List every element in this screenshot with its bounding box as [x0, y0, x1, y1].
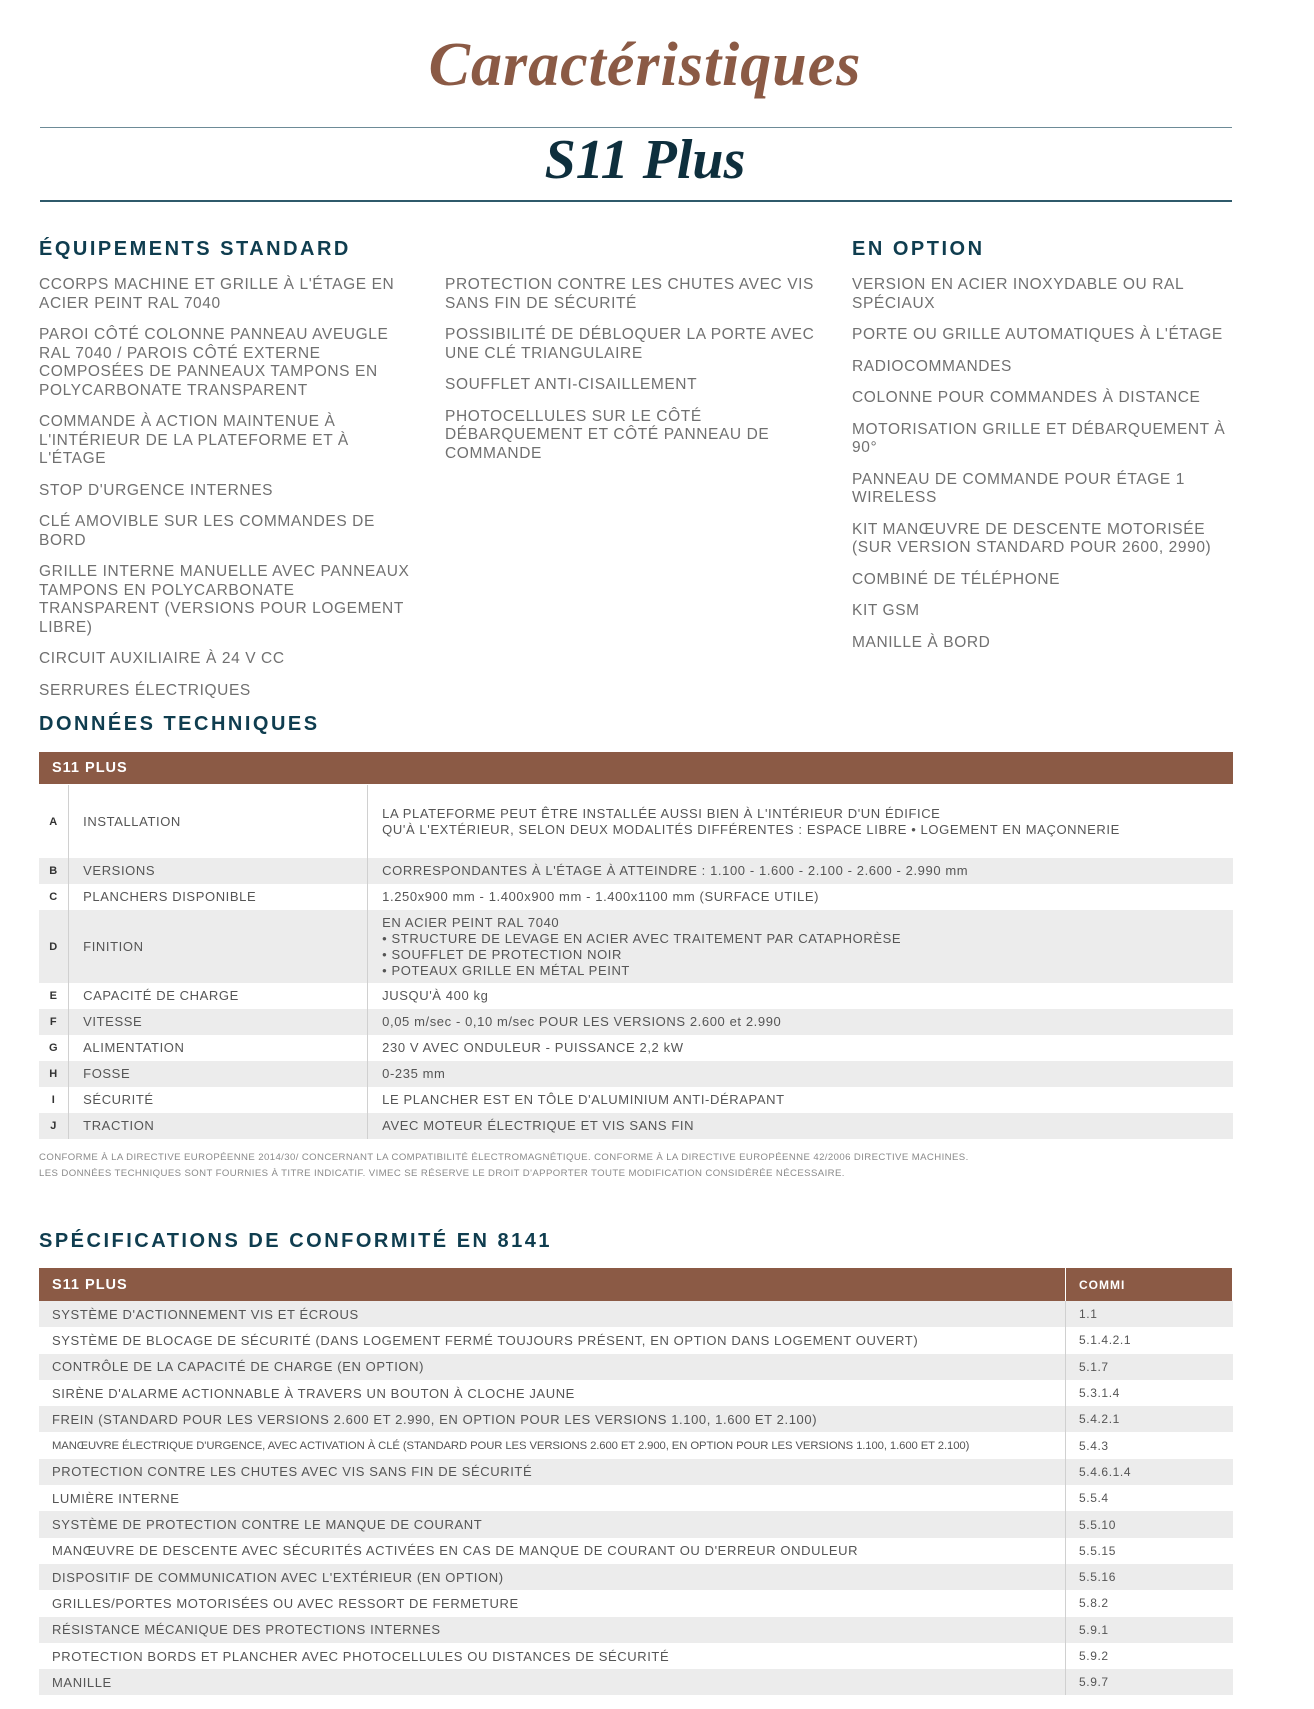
- row-label: ALIMENTATION: [69, 1035, 368, 1061]
- row-label: CAPACITÉ DE CHARGE: [69, 983, 368, 1009]
- row-letter: J: [39, 1113, 69, 1139]
- table-row: [39, 1061, 1233, 1087]
- list-item: PHOTOCELLULES SUR LE CÔTÉ DÉBARQUEMENT ET CÔTÉ PANNEAU DE COMMANDE: [445, 407, 770, 462]
- spec-ref: 5.9.7: [1066, 1669, 1233, 1695]
- list-item: SERRURES ÉLECTRIQUES: [39, 681, 251, 699]
- column-header: S11 PLUS: [39, 1268, 1066, 1301]
- spec-text: RÉSISTANCE MÉCANIQUE DES PROTECTIONS INTERNES: [39, 1617, 1066, 1643]
- spec-ref: 5.5.4: [1079, 1491, 1109, 1506]
- spec-text: GRILLES/PORTES MOTORISÉES OU AVEC RESSORT DE FERMETURE: [39, 1590, 1066, 1616]
- spec-text: CONTRÔLE DE LA CAPACITÉ DE CHARGE (EN OPTION): [39, 1354, 1066, 1380]
- spec-ref: 5.5.16: [1066, 1564, 1233, 1590]
- list-item: COLONNE POUR COMMANDES À DISTANCE: [852, 389, 1201, 406]
- table-row: [39, 1617, 1233, 1643]
- list-item: CCORPS MACHINE ET GRILLE À L'ÉTAGE EN ACIER PEINT RAL 7040: [39, 276, 395, 312]
- row-value: 1.250x900 mm - 1.400x900 mm - 1.400x1100 mm (SURFACE UTILE): [382, 889, 820, 904]
- page-title: Caractéristiques: [428, 31, 862, 99]
- table-row: [39, 1538, 1233, 1564]
- row-letter: B: [39, 858, 69, 884]
- list-item: STOP D'URGENCE INTERNES: [39, 481, 274, 499]
- table-row: [39, 1380, 1233, 1406]
- row-label: FINITION: [69, 910, 368, 983]
- row-value: LA PLATEFORME PEUT ÊTRE INSTALLÉE AUSSI BIEN À L'INTÉRIEUR D'UN ÉDIFICE QU'À L'EXTÉRIEUR, SELON DEUX MODALITÉS DIFFÉRENTES : ESPACE LIBRE • LOGEMENT EN MAÇONNERIE: [382, 805, 1120, 837]
- row-letter: F: [39, 1009, 69, 1035]
- table-row: [39, 1087, 1233, 1113]
- list-item: KIT GSM: [852, 602, 920, 619]
- spec-text: MANŒUVRE ÉLECTRIQUE D'URGENCE, AVEC ACTIVATION À CLÉ (STANDARD POUR LES VERSIONS 2.600 ET 2.900, EN OPTION POUR LES VERSIONS 1.100, 1.600 ET 2.100): [39, 1432, 1066, 1458]
- footnote-line: LES DONNÉES TECHNIQUES SONT FOURNIES À TITRE INDICATIF. VIMEC SE RÉSERVE LE DROIT D'APPORTER TOUTE MODIFICATION CONSIDÉRÉE NÉCESSAIRE.: [39, 1168, 845, 1179]
- spec-ref: 5.8.2: [1079, 1596, 1109, 1611]
- standard-column-1: [39, 276, 419, 713]
- spec-ref: 5.9.2: [1079, 1649, 1109, 1663]
- model-title: S11 Plus: [544, 129, 746, 191]
- table-row: [39, 1590, 1233, 1616]
- table-header-row: [39, 1268, 1233, 1301]
- table-row: [39, 884, 1233, 910]
- conformity-heading: SPÉCIFICATIONS DE CONFORMITÉ EN 8141: [39, 1230, 553, 1252]
- footnote: [39, 1150, 1239, 1182]
- row-label: TRACTION: [69, 1113, 368, 1139]
- list-item: PORTE OU GRILLE AUTOMATIQUES À L'ÉTAGE: [852, 326, 1223, 343]
- row-value: 0-235 mm: [368, 1061, 1233, 1087]
- standard-heading: ÉQUIPEMENTS STANDARD: [39, 238, 351, 260]
- table-row: [39, 1113, 1233, 1139]
- row-label: PLANCHERS DISPONIBLE: [69, 884, 368, 910]
- divider: [40, 200, 1232, 202]
- list-item: POSSIBILITÉ DE DÉBLOQUER LA PORTE AVEC UNE CLÉ TRIANGULAIRE: [445, 326, 815, 362]
- table-row: [39, 983, 1233, 1009]
- footnote-line: CONFORME À LA DIRECTIVE EUROPÉENNE 2014/30/ CONCERNANT LA COMPATIBILITÉ ÉLECTROMAGNÉTIQUE. CONFORME À LA DIRECTIVE EUROPÉENNE 42/2006 DIRECTIVE MACHINES.: [39, 1152, 969, 1163]
- spec-text: SYSTÈME DE BLOCAGE DE SÉCURITÉ (DANS LOGEMENT FERMÉ TOUJOURS PRÉSENT, EN OPTION DANS LOGEMENT OUVERT): [39, 1327, 1066, 1353]
- list-item: RADIOCOMMANDES: [852, 357, 1012, 375]
- tech-heading: DONNÉES TECHNIQUES: [39, 713, 320, 735]
- row-letter: I: [39, 1087, 69, 1113]
- table-row: [39, 1009, 1233, 1035]
- list-item: MANILLE À BORD: [852, 633, 991, 651]
- table-row: [39, 1301, 1233, 1327]
- table-row: [39, 1511, 1233, 1537]
- table-row: [39, 1564, 1233, 1590]
- table-row: [39, 1327, 1233, 1353]
- spec-text: DISPOSITIF DE COMMUNICATION AVEC L'EXTÉRIEUR (EN OPTION): [39, 1564, 1066, 1590]
- list-item: PANNEAU DE COMMANDE POUR ÉTAGE 1 WIRELESS: [852, 470, 1185, 506]
- table-row: [39, 1643, 1233, 1669]
- table-row: [39, 1406, 1233, 1432]
- table-row: [39, 1432, 1233, 1458]
- list-item: MOTORISATION GRILLE ET DÉBARQUEMENT À 90°: [852, 420, 1226, 456]
- list-item: GRILLE INTERNE MANUELLE AVEC PANNEAUX TAMPONS EN POLYCARBONATE TRANSPARENT (VERSIONS POUR LOGEMENT LIBRE): [39, 563, 410, 636]
- list-item: COMMANDE À ACTION MAINTENUE À L'INTÉRIEUR DE LA PLATEFORME ET À L'ÉTAGE: [39, 413, 349, 467]
- row-label: SÉCURITÉ: [69, 1087, 368, 1113]
- spec-text: PROTECTION BORDS ET PLANCHER AVEC PHOTOCELLULES OU DISTANCES DE SÉCURITÉ: [39, 1643, 1066, 1669]
- row-letter: D: [39, 910, 69, 983]
- options-column: [852, 276, 1232, 665]
- list-item: SOUFFLET ANTI-CISAILLEMENT: [445, 376, 698, 393]
- spec-text: MANŒUVRE DE DESCENTE AVEC SÉCURITÉS ACTIVÉES EN CAS DE MANQUE DE COURANT OU D'ERREUR ONDULEUR: [39, 1538, 1066, 1564]
- list-item: VERSION EN ACIER INOXYDABLE OU RAL SPÉCIAUX: [852, 276, 1184, 312]
- row-value: CORRESPONDANTES À L'ÉTAGE À ATTEINDRE : 1.100 - 1.600 - 2.100 - 2.600 - 2.990 mm: [368, 858, 1233, 884]
- tech-table-title: S11 PLUS: [52, 760, 128, 776]
- spec-text: LUMIÈRE INTERNE: [39, 1485, 1066, 1511]
- row-value: EN ACIER PEINT RAL 7040 • STRUCTURE DE LEVAGE EN ACIER AVEC TRAITEMENT PAR CATAPHORÈSE • SOUFFLET DE PROTECTION NOIR • POTEAUX GRILLE EN MÉTAL PEINT: [368, 910, 1233, 983]
- spec-ref: 5.3.1.4: [1079, 1386, 1120, 1401]
- spec-ref: 5.1.7: [1066, 1354, 1233, 1380]
- table-row: [39, 858, 1233, 884]
- row-letter: H: [39, 1061, 69, 1087]
- spec-text: SYSTÈME D'ACTIONNEMENT VIS ET ÉCROUS: [39, 1301, 1066, 1327]
- spec-text: SYSTÈME DE PROTECTION CONTRE LE MANQUE DE COURANT: [39, 1511, 1066, 1537]
- row-letter: G: [39, 1035, 69, 1061]
- spec-text: PROTECTION CONTRE LES CHUTES AVEC VIS SANS FIN DE SÉCURITÉ: [39, 1459, 1066, 1485]
- row-value: AVEC MOTEUR ÉLECTRIQUE ET VIS SANS FIN: [368, 1113, 1233, 1139]
- list-item: CIRCUIT AUXILIAIRE À 24 V CC: [39, 650, 285, 667]
- table-row: [39, 1354, 1233, 1380]
- table-row: [39, 1035, 1233, 1061]
- list-item: PROTECTION CONTRE LES CHUTES AVEC VIS SANS FIN DE SÉCURITÉ: [445, 276, 814, 312]
- spec-ref: 5.1.4.2.1: [1079, 1333, 1132, 1348]
- table-row: [39, 1485, 1233, 1511]
- row-label: INSTALLATION: [69, 785, 368, 858]
- spec-text: SIRÈNE D'ALARME ACTIONNABLE À TRAVERS UN BOUTON À CLOCHE JAUNE: [39, 1380, 1066, 1406]
- row-value: 230 V AVEC ONDULEUR - PUISSANCE 2,2 kW: [382, 1040, 684, 1055]
- spec-text: MANILLE: [39, 1669, 1066, 1695]
- list-item: COMBINÉ DE TÉLÉPHONE: [852, 570, 1061, 588]
- spec-ref: 5.9.1: [1066, 1617, 1233, 1643]
- row-letter: E: [39, 983, 69, 1009]
- row-value: 0,05 m/sec - 0,10 m/sec POUR LES VERSIONS 2.600 et 2.990: [368, 1009, 1233, 1035]
- column-header: COMMI: [1066, 1268, 1233, 1301]
- spec-ref: 5.5.10: [1066, 1511, 1233, 1537]
- options-heading: EN OPTION: [852, 238, 985, 260]
- spec-ref: 1.1: [1066, 1301, 1233, 1327]
- row-label: VERSIONS: [69, 858, 368, 884]
- list-item: PAROI CÔTÉ COLONNE PANNEAU AVEUGLE RAL 7040 / PAROIS CÔTÉ EXTERNE COMPOSÉES DE PANNEAUX TAMPONS EN POLYCARBONATE TRANSPARENT: [39, 326, 389, 399]
- row-label: FOSSE: [69, 1061, 368, 1087]
- tech-table-header: [39, 752, 1233, 784]
- table-row: [39, 1669, 1233, 1695]
- spec-ref: 5.4.2.1: [1066, 1406, 1233, 1432]
- table-row: [39, 910, 1233, 983]
- spec-ref: 5.4.3: [1079, 1438, 1109, 1453]
- spec-ref: 5.4.6.1.4: [1066, 1459, 1233, 1485]
- table-row: [39, 785, 1233, 858]
- list-item: CLÉ AMOVIBLE SUR LES COMMANDES DE BORD: [39, 513, 375, 549]
- spec-text: FREIN (STANDARD POUR LES VERSIONS 2.600 ET 2.990, EN OPTION POUR LES VERSIONS 1.100, 1.600 ET 2.100): [39, 1406, 1066, 1432]
- tech-table: [39, 785, 1233, 1139]
- row-value: JUSQU'À 400 kg: [382, 988, 489, 1003]
- row-value: LE PLANCHER EST EN TÔLE D'ALUMINIUM ANTI-DÉRAPANT: [382, 1092, 785, 1107]
- table-row: [39, 1459, 1233, 1485]
- row-letter: C: [39, 884, 69, 910]
- list-item: KIT MANŒUVRE DE DESCENTE MOTORISÉE (SUR VERSION STANDARD POUR 2600, 2990): [852, 520, 1212, 556]
- row-label: VITESSE: [69, 1009, 368, 1035]
- standard-column-2: [445, 276, 825, 476]
- conformity-table: [39, 1268, 1233, 1695]
- row-letter: A: [39, 785, 69, 858]
- spec-ref: 5.5.15: [1079, 1543, 1116, 1558]
